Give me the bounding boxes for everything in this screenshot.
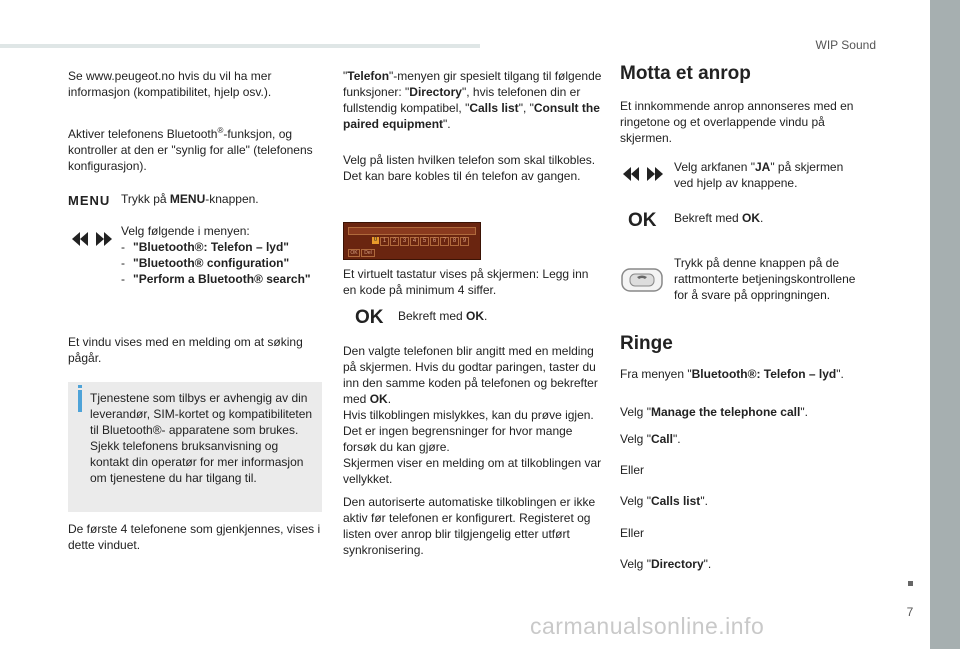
- telefon-menu-paragraph: "Telefon"-menyen gir spesielt tilgang til følgende funksjoner: "Directory", hvis telefonen din er fullstendig kompatibel, "Calls list", "Consult the paired equipment".: [343, 69, 602, 131]
- pairing-paragraph: Den valgte telefonen blir angitt med en melding på skjermen. Hvis du godtar paringen, taster du inn den samme koden på telefonen og bekrefter med OK.: [343, 344, 598, 406]
- screen-ok-button: OK: [348, 249, 360, 257]
- screen-key: 6: [430, 237, 439, 246]
- screen-key: 0: [373, 237, 378, 243]
- section-heading-motta: Motta et anrop: [620, 63, 751, 84]
- screen-key: 1: [380, 237, 389, 246]
- list-item: - "Bluetooth® configuration": [121, 256, 290, 270]
- confirm-ok-instruction: Bekreft med OK.: [398, 309, 488, 323]
- menu-instruction: Trykk på MENU-knappen.: [121, 192, 259, 206]
- confirm-ok-instruction: Bekreft med OK.: [674, 211, 764, 225]
- select-intro: Velg følgende i menyen:: [121, 224, 250, 238]
- list-item: - "Perform a Bluetooth® search": [121, 272, 311, 286]
- screen-key: 4: [410, 237, 419, 246]
- screen-key-row: [372, 237, 469, 245]
- page-marker: [908, 581, 913, 586]
- first-four-phones-paragraph: De første 4 telefonene som gjenkjennes, vises i dette vinduet.: [68, 522, 321, 552]
- screen-key: 9: [460, 237, 469, 246]
- ringe-step-1: Fra menyen "Bluetooth®: Telefon – lyd".: [620, 367, 844, 381]
- info-icon-bar: [78, 390, 82, 412]
- header-rule: [0, 44, 480, 48]
- auto-connect-paragraph: Den autoriserte automatiske tilkoblingen er ikke aktiv før telefonen er konfigurert. Registeret og listen over anrop blir tilgjengelig etter utført synkronisering.: [343, 495, 596, 557]
- virtual-keyboard-screenshot: [343, 222, 481, 260]
- screen-key: 8: [450, 237, 459, 246]
- screen-del-button: Del: [361, 249, 375, 257]
- screen-input-field: [348, 227, 476, 235]
- screen-key: 3: [400, 237, 409, 246]
- watermark: carmanualsonline.info: [530, 613, 765, 639]
- website-paragraph: Se www.peugeot.no hvis du vil ha mer informasjon (kompatibilitet, hjelp osv.).: [68, 69, 272, 99]
- section-title: WIP Sound: [815, 38, 876, 52]
- ringe-or-1: Eller: [620, 463, 645, 477]
- select-ja-instruction: Velg arkfanen "JA" på skjermen ved hjelp av knappene.: [674, 160, 844, 190]
- searching-paragraph: Et vindu vises med en melding om at søking pågår.: [68, 335, 303, 365]
- select-phone-paragraph: Velg på listen hvilken telefon som skal tilkobles. Det kan bare kobles til én telefon av gangen.: [343, 153, 596, 183]
- info-icon: [78, 385, 82, 388]
- steering-wheel-button-icon: [620, 265, 664, 295]
- info-text: Tjenestene som tilbys er avhengig av din leverandør, SIM-kortet og kompatibiliteten til Bluetooth®- apparatene som brukes. Sjekk telefonens bruksanvisning og kontakt din operatør for mer informasjon om tjenestene du har tilgang til.: [90, 391, 313, 485]
- ringe-step-2: Velg "Manage the telephone call".: [620, 405, 808, 419]
- ok-button-icon: OK: [628, 210, 657, 231]
- menu-button-icon: MENU: [68, 193, 111, 208]
- list-item: - "Bluetooth®: Telefon – lyd": [121, 240, 289, 254]
- screen-key: 5: [420, 237, 429, 246]
- ok-button-icon: OK: [355, 307, 384, 328]
- menu-selection-list: [121, 223, 326, 287]
- page-number: 7: [906, 605, 914, 619]
- screen-key: 7: [440, 237, 449, 246]
- retry-paragraph: Hvis tilkoblingen mislykkes, kan du prøve igjen. Det er ingen begrensninger for hvor mange forsøk du kan gjøre.: [343, 408, 594, 454]
- arrow-buttons-icon: [70, 230, 114, 248]
- success-paragraph: Skjermen viser en melding om at tilkoblingen var vellykket.: [343, 456, 602, 486]
- ringe-or-2: Eller: [620, 526, 645, 540]
- steering-control-instruction: Trykk på denne knappen på de rattmonterte betjeningskontrollene for å svare på oppringningen.: [674, 256, 856, 302]
- ringe-step-4: Velg "Calls list".: [620, 494, 708, 508]
- arrow-buttons-icon: [621, 165, 665, 183]
- incoming-call-paragraph: Et innkommende anrop annonseres med en ringetone og et overlappende vindu på skjermen.: [620, 99, 854, 145]
- ringe-step-5: Velg "Directory".: [620, 557, 712, 571]
- screen-key: 2: [390, 237, 399, 246]
- section-heading-ringe: Ringe: [620, 333, 673, 354]
- page-side-strip: [930, 0, 960, 649]
- activate-bluetooth-paragraph: Aktiver telefonens Bluetooth®-funksjon, og kontroller at den er "synlig for alle" (telefonens konfigurasjon).: [68, 126, 313, 173]
- ringe-step-3: Velg "Call".: [620, 432, 681, 446]
- virtual-keyboard-paragraph: Et virtuelt tastatur vises på skjermen: Legg inn en kode på minimum 4 siffer.: [343, 267, 589, 297]
